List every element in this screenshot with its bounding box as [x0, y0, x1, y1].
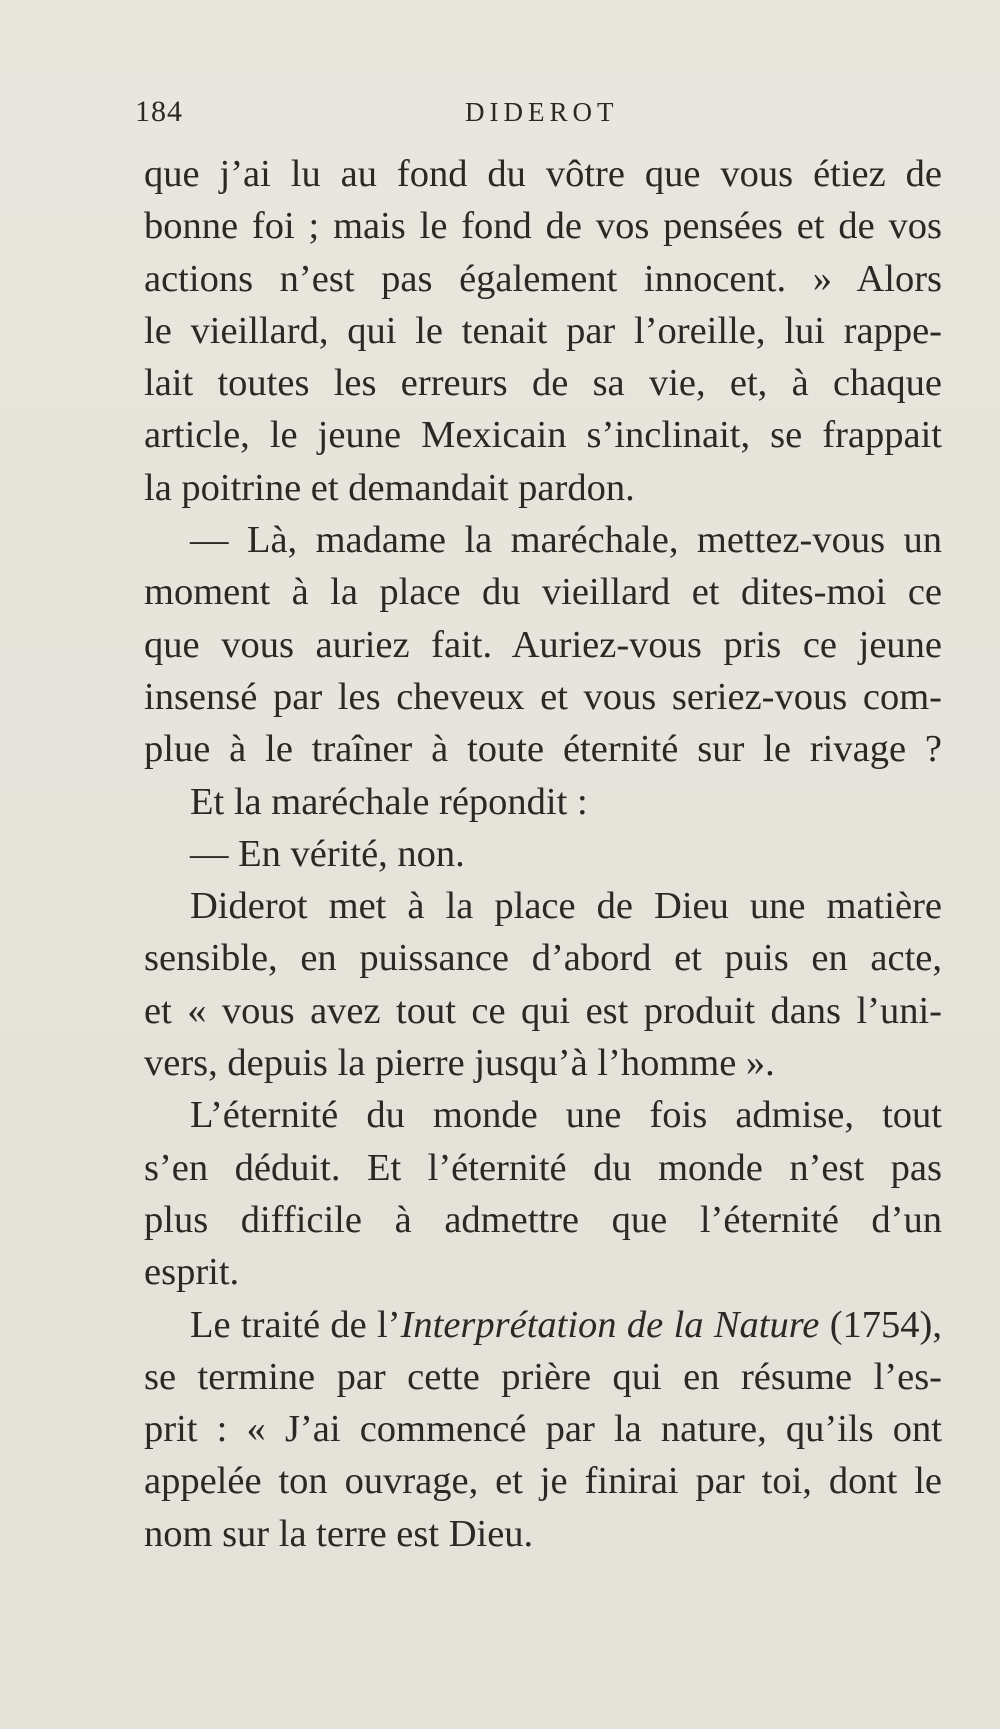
text-line: la poitrine et demandait pardon.	[144, 466, 635, 509]
running-title: DIDEROT	[465, 97, 619, 127]
text-line: vers, depuis la pierre jusqu’à l’homme ».	[144, 1042, 775, 1085]
text-line: et « vous avez tout ce qui est produit dans l’uni-	[144, 989, 942, 1032]
text-line: — Là, madame la maréchale, mettez-vous un	[190, 519, 942, 562]
running-head	[135, 92, 619, 132]
text-line: article, le jeune Mexicain s’inclinait, se frappait	[144, 414, 942, 457]
text-line: lait toutes les erreurs de sa vie, et, à chaque	[144, 362, 942, 405]
text-line: sensible, en puissance d’abord et puis en acte,	[144, 937, 942, 980]
text-line: actions n’est pas également innocent. » Alors	[144, 257, 942, 300]
text-line: esprit.	[144, 1251, 240, 1294]
text-line: le vieillard, qui le tenait par l’oreille, lui rappe-	[144, 309, 942, 352]
text-line: appelée ton ouvrage, et je finirai par toi, dont le	[144, 1460, 942, 1503]
text-line: plue à le traîner à toute éternité sur le rivage ?	[144, 728, 942, 771]
text-line	[144, 1299, 942, 1351]
body-text	[144, 148, 942, 1560]
text-line: insensé par les cheveux et vous seriez-vous com-	[144, 675, 942, 718]
text-line: prit : « J’ai commencé par la nature, qu’ils ont	[144, 1408, 942, 1451]
text-run: (1754),	[819, 1303, 942, 1346]
text-run: Le traité de l’	[190, 1303, 401, 1346]
text-line: s’en déduit. Et l’éternité du monde n’est pas	[144, 1146, 942, 1189]
text-line: que vous auriez fait. Auriez-vous pris ce jeune	[144, 623, 942, 666]
text-line: plus difficile à admettre que l’éternité d’un	[144, 1198, 942, 1241]
text-line: nom sur la terre est Dieu.	[144, 1512, 534, 1555]
text-line: Diderot met à la place de Dieu une matière	[190, 885, 942, 928]
book-title-italic: Interprétation de la Nature	[400, 1303, 820, 1346]
text-line: que j’ai lu au fond du vôtre que vous étiez de	[144, 153, 942, 195]
text-line: moment à la place du vieillard et dites-moi ce	[144, 571, 942, 614]
text-line: Et la maréchale répondit :	[190, 780, 588, 823]
text-line: L’éternité du monde une fois admise, tout	[190, 1094, 942, 1137]
text-line: — En vérité, non.	[190, 832, 465, 875]
page-number: 184	[135, 95, 183, 128]
text-line: bonne foi ; mais le fond de vos pensées et de vos	[144, 205, 942, 248]
text-line: se termine par cette prière qui en résume l’es-	[144, 1355, 942, 1398]
